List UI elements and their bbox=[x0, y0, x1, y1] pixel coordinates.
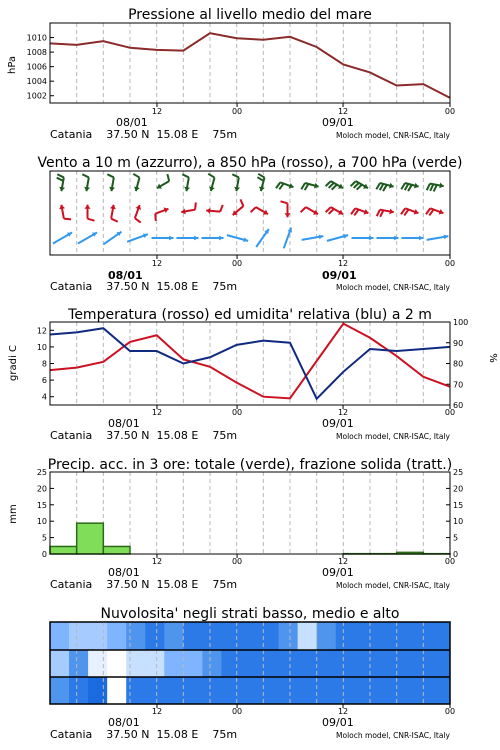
pressure-location: Catania 37.50 N 15.08 E 75m bbox=[50, 128, 238, 141]
cloud-cell-alto bbox=[126, 622, 146, 650]
wind-barb-10m bbox=[152, 236, 174, 241]
wind-grid bbox=[77, 171, 424, 255]
wind-barb-700 bbox=[376, 183, 393, 191]
y-tick-label-right: 70 bbox=[453, 380, 464, 390]
x-tick-label: 00 bbox=[444, 557, 456, 566]
wind-barb-700 bbox=[401, 183, 418, 191]
cloud-cell-basso bbox=[107, 677, 127, 704]
wind-title: Vento a 10 m (azzurro), a 850 hPa (rosso), a 700 hPa (verde) bbox=[37, 155, 463, 171]
cloud-cell-alto bbox=[183, 622, 203, 650]
wind-barb-10m bbox=[103, 232, 121, 245]
wind-barb-850 bbox=[110, 205, 118, 222]
cloud-cell-medio bbox=[260, 650, 280, 677]
y-tick-label: 0 bbox=[41, 550, 47, 559]
y-tick-label: 10 bbox=[36, 517, 47, 527]
pressure-title: Pressione al livello medio del mare bbox=[128, 7, 372, 23]
y-tick-label-right: 0 bbox=[453, 550, 459, 559]
pressure-date-2: 09/01 bbox=[322, 116, 354, 129]
y-tick-label: 6 bbox=[41, 376, 47, 386]
precip-date-2: 09/01 bbox=[322, 566, 354, 579]
cloud-cell-basso bbox=[50, 677, 70, 704]
wind-barb-700 bbox=[157, 174, 169, 189]
cloud-cell-alto bbox=[393, 622, 413, 650]
humidity-y-ticks bbox=[446, 318, 468, 410]
wind-barb-850 bbox=[59, 205, 71, 220]
y-tick-label-right: 90 bbox=[453, 338, 464, 348]
cloud-cell-alto bbox=[431, 622, 451, 650]
y-tick-label: 5 bbox=[41, 533, 47, 543]
cloud-cells bbox=[50, 622, 451, 704]
cloud-cell-alto bbox=[164, 622, 184, 650]
wind-barb-850 bbox=[251, 207, 268, 215]
cloud-cell-medio bbox=[374, 650, 394, 677]
wind-barb-10m bbox=[352, 236, 374, 241]
wind-barb-850 bbox=[85, 205, 95, 221]
precip-grid bbox=[77, 472, 424, 554]
y-tick-label: 1006 bbox=[26, 62, 47, 72]
cloud-cell-alto bbox=[374, 622, 394, 650]
cloud-title: Nuvolosita' negli strati basso, medio e alto bbox=[100, 606, 400, 622]
x-tick-label: 00 bbox=[444, 259, 456, 268]
temperature-grid bbox=[77, 322, 424, 405]
cloud-cell-medio bbox=[355, 650, 375, 677]
cloud-date-1: 08/01 bbox=[108, 716, 140, 729]
cloud-cell-alto bbox=[221, 622, 241, 650]
wind-barb-850 bbox=[326, 207, 343, 215]
cloud-cell-alto bbox=[88, 622, 108, 650]
temperature-y-ticks bbox=[37, 326, 54, 401]
wind-barb-10m bbox=[327, 234, 348, 241]
wind-barb-10m bbox=[78, 233, 97, 244]
cloud-cell-alto bbox=[260, 622, 280, 650]
y-tick-label: 1010 bbox=[26, 33, 47, 43]
x-tick-label: 12 bbox=[337, 259, 349, 268]
wind-barb-700 bbox=[257, 174, 264, 191]
cloud-cell-medio bbox=[240, 650, 260, 677]
x-tick-label: 00 bbox=[231, 408, 243, 417]
temperature-humidity-lines bbox=[50, 324, 450, 399]
y-tick-label-right: 10 bbox=[453, 517, 464, 527]
x-tick-label: 12 bbox=[151, 259, 163, 268]
cloud-cell-alto bbox=[107, 622, 127, 650]
temperature-title: Temperatura (rosso) ed umidita' relativa (blu) a 2 m bbox=[68, 307, 432, 323]
cloud-date-2: 09/01 bbox=[322, 716, 354, 729]
humidity-y-label: % bbox=[487, 353, 498, 363]
wind-barb-700 bbox=[107, 174, 115, 191]
precip-y-ticks bbox=[37, 468, 54, 559]
cloud-cell-medio bbox=[393, 650, 413, 677]
wind-barb-850 bbox=[206, 205, 223, 214]
cloud-location: Catania 37.50 N 15.08 E 75m bbox=[50, 728, 238, 741]
y-tick-label-right: 100 bbox=[453, 318, 469, 327]
cloud-cell-alto bbox=[298, 622, 318, 650]
precip-frame bbox=[50, 472, 450, 554]
y-tick-label: 8 bbox=[41, 359, 47, 369]
y-tick-label: 4 bbox=[41, 392, 47, 402]
cloud-cell-medio bbox=[317, 650, 337, 677]
precip-bar bbox=[77, 523, 104, 554]
cloud-cell-medio bbox=[431, 650, 451, 677]
x-tick-label: 00 bbox=[231, 107, 243, 116]
cloud-cell-alto bbox=[145, 622, 165, 650]
temperature-panel bbox=[8, 307, 498, 442]
cloud-cell-alto bbox=[279, 622, 299, 650]
temperature-location: Catania 37.50 N 15.08 E 75m bbox=[50, 429, 238, 442]
wind-barb-700 bbox=[326, 181, 343, 190]
cloud-cell-medio bbox=[107, 650, 127, 677]
wind-barb-700 bbox=[133, 174, 140, 191]
x-tick-label: 12 bbox=[151, 107, 163, 116]
cloud-cell-medio bbox=[50, 650, 70, 677]
x-tick-label: 12 bbox=[337, 557, 349, 566]
precip-date-1: 08/01 bbox=[108, 566, 140, 579]
y-tick-label-right: 25 bbox=[453, 468, 464, 477]
cloud-panel bbox=[50, 606, 455, 741]
pressure-series-line bbox=[50, 33, 450, 98]
cloud-cell-medio bbox=[183, 650, 203, 677]
cloud-cell-alto bbox=[336, 622, 356, 650]
y-tick-label: 12 bbox=[36, 326, 47, 336]
cloud-cell-basso bbox=[412, 677, 432, 704]
wind-barb-850 bbox=[426, 208, 443, 215]
wind-model: Moloch model, CNR-ISAC, Italy bbox=[336, 283, 450, 292]
wind-barb-10m bbox=[256, 229, 269, 247]
cloud-x-ticks bbox=[152, 704, 455, 716]
wind-barb-10m bbox=[227, 235, 248, 242]
x-tick-label: 12 bbox=[337, 707, 349, 716]
y-tick-label: 1004 bbox=[26, 77, 47, 87]
cloud-cell-medio bbox=[164, 650, 184, 677]
cloud-cell-basso bbox=[431, 677, 451, 704]
cloud-model: Moloch model, CNR-ISAC, Italy bbox=[336, 731, 450, 740]
y-tick-label: 1002 bbox=[26, 91, 47, 101]
precip-location: Catania 37.50 N 15.08 E 75m bbox=[50, 578, 238, 591]
cloud-cell-medio bbox=[69, 650, 89, 677]
temperature-y-label: gradi C bbox=[8, 345, 19, 381]
cloud-cell-basso bbox=[221, 677, 241, 704]
y-tick-label-right: 15 bbox=[453, 500, 464, 510]
cloud-cell-basso bbox=[279, 677, 299, 704]
y-tick-label: 25 bbox=[36, 468, 47, 477]
wind-barb-850 bbox=[301, 207, 318, 215]
y-tick-label-right: 20 bbox=[453, 484, 464, 494]
cloud-cell-basso bbox=[145, 677, 165, 704]
y-tick-label-right: 5 bbox=[453, 533, 459, 543]
cloud-cell-medio bbox=[336, 650, 356, 677]
wind-barb-850 bbox=[401, 208, 418, 215]
precip-model: Moloch model, CNR-ISAC, Italy bbox=[336, 581, 450, 590]
cloud-cell-basso bbox=[260, 677, 280, 704]
cloud-cell-alto bbox=[355, 622, 375, 650]
cloud-cell-basso bbox=[183, 677, 203, 704]
cloud-cell-basso bbox=[164, 677, 184, 704]
precip-bars bbox=[50, 523, 450, 554]
cloud-cell-basso bbox=[298, 677, 318, 704]
wind-barbs bbox=[53, 174, 448, 249]
cloud-cell-medio bbox=[88, 650, 108, 677]
y-tick-label: 15 bbox=[36, 500, 47, 510]
pressure-line bbox=[50, 33, 450, 98]
wind-barb-700 bbox=[276, 182, 293, 189]
wind-barb-10m bbox=[302, 234, 324, 239]
y-tick-label: 10 bbox=[36, 342, 47, 352]
wind-barb-700 bbox=[232, 174, 240, 191]
pressure-date-1: 08/01 bbox=[116, 116, 148, 129]
wind-barb-850 bbox=[155, 207, 168, 221]
wind-x-ticks bbox=[152, 255, 455, 268]
wind-barb-850 bbox=[351, 208, 368, 215]
precip-bar bbox=[50, 546, 77, 554]
wind-barb-10m bbox=[202, 236, 224, 241]
cloud-cell-medio bbox=[126, 650, 146, 677]
cloud-cell-basso bbox=[69, 677, 89, 704]
cloud-cell-medio bbox=[145, 650, 165, 677]
y-tick-label: 1008 bbox=[26, 48, 47, 58]
x-tick-label: 00 bbox=[444, 408, 456, 417]
cloud-cell-alto bbox=[412, 622, 432, 650]
temperature-x-ticks bbox=[152, 405, 455, 417]
wind-barb-700 bbox=[351, 181, 368, 190]
cloud-cell-basso bbox=[355, 677, 375, 704]
cloud-cell-basso bbox=[88, 677, 108, 704]
x-tick-label: 00 bbox=[231, 707, 243, 716]
cloud-cell-basso bbox=[393, 677, 413, 704]
precip-title: Precip. acc. in 3 ore: totale (verde), frazione solida (tratt.) bbox=[47, 457, 453, 473]
wind-barb-10m bbox=[284, 228, 292, 249]
temperature-model: Moloch model, CNR-ISAC, Italy bbox=[336, 432, 450, 441]
x-tick-label: 12 bbox=[337, 107, 349, 116]
precip-x-ticks bbox=[152, 554, 455, 566]
y-tick-label-right: 80 bbox=[453, 359, 464, 369]
cloud-cell-alto bbox=[240, 622, 260, 650]
wind-barb-700 bbox=[82, 174, 90, 191]
wind-barb-10m bbox=[427, 234, 449, 239]
pressure-x-ticks bbox=[152, 103, 455, 116]
cloud-cell-medio bbox=[221, 650, 241, 677]
pressure-grid bbox=[77, 23, 424, 103]
wind-barb-850 bbox=[377, 208, 394, 216]
wind-barb-10m bbox=[53, 233, 72, 244]
pressure-frame bbox=[50, 23, 450, 103]
x-tick-label: 12 bbox=[151, 557, 163, 566]
pressure-y-label: hPa bbox=[7, 55, 18, 75]
cloud-cell-medio bbox=[412, 650, 432, 677]
cloud-cell-medio bbox=[279, 650, 299, 677]
wind-barb-700 bbox=[208, 174, 215, 191]
cloud-cell-alto bbox=[202, 622, 222, 650]
cloud-cell-basso bbox=[240, 677, 260, 704]
x-tick-label: 12 bbox=[151, 707, 163, 716]
x-tick-label: 00 bbox=[231, 557, 243, 566]
precip-panel bbox=[8, 457, 463, 591]
wind-barb-10m bbox=[177, 236, 199, 241]
temperature-date-1: 08/01 bbox=[108, 417, 140, 430]
cloud-cell-medio bbox=[298, 650, 318, 677]
cloud-cell-medio bbox=[202, 650, 222, 677]
x-tick-label: 00 bbox=[231, 259, 243, 268]
cloud-cell-basso bbox=[126, 677, 146, 704]
wind-barb-700 bbox=[427, 182, 444, 191]
wind-barb-10m bbox=[377, 236, 399, 241]
wind-location: Catania 37.50 N 15.08 E 75m bbox=[50, 280, 238, 293]
wind-barb-850 bbox=[135, 205, 141, 222]
humidity-series-line bbox=[50, 328, 450, 399]
cloud-cell-basso bbox=[336, 677, 356, 704]
wind-date-1: 08/01 bbox=[108, 269, 143, 282]
cloud-cell-basso bbox=[202, 677, 222, 704]
precip-y-ticks-right bbox=[446, 468, 463, 559]
pressure-model: Moloch model, CNR-ISAC, Italy bbox=[336, 131, 450, 140]
x-tick-label: 12 bbox=[151, 408, 163, 417]
cloud-cell-alto bbox=[317, 622, 337, 650]
wind-barb-700 bbox=[301, 183, 318, 190]
wind-panel bbox=[37, 155, 462, 293]
pressure-panel bbox=[7, 7, 455, 141]
cloud-cell-basso bbox=[317, 677, 337, 704]
precip-y-label: mm bbox=[8, 504, 19, 524]
y-tick-label: 20 bbox=[36, 484, 47, 494]
y-tick-label-right: 60 bbox=[453, 401, 464, 410]
wind-barb-10m bbox=[402, 236, 424, 241]
cloud-cell-basso bbox=[374, 677, 394, 704]
x-tick-label: 00 bbox=[444, 707, 456, 716]
x-tick-label: 00 bbox=[444, 107, 456, 116]
wind-date-2: 09/01 bbox=[322, 269, 357, 282]
wind-barb-700 bbox=[57, 174, 65, 191]
cloud-cell-alto bbox=[50, 622, 70, 650]
wind-barb-850 bbox=[281, 201, 291, 217]
cloud-cell-alto bbox=[69, 622, 89, 650]
x-tick-label: 12 bbox=[337, 408, 349, 417]
precip-bar bbox=[103, 546, 130, 554]
temperature-date-2: 09/01 bbox=[322, 417, 354, 430]
wind-barb-850 bbox=[233, 199, 244, 215]
